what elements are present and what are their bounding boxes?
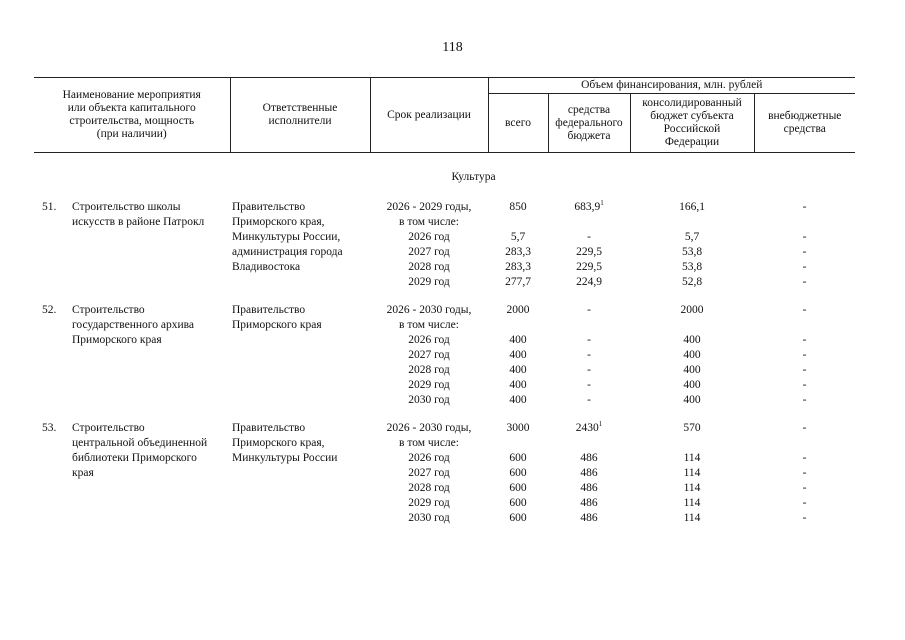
row-total: 2000 400 400 400 400 400 bbox=[506, 304, 530, 406]
row-spacer bbox=[34, 408, 855, 421]
row-federal: 2430$^1$ 486 486 486 486 486 bbox=[575, 420, 603, 524]
table-row bbox=[34, 303, 855, 408]
row-extra: - - - - - bbox=[802, 201, 807, 288]
row-executors: Правительство Приморского края, Минкультуры России bbox=[232, 422, 338, 464]
row-period: 2026 - 2030 годы, в том числе: 2026 год 2027 год 2028 год 2029 год 2030 год bbox=[386, 422, 472, 524]
row-federal: 683,9$^1$ - 229,5 229,5 224,9 bbox=[574, 199, 604, 288]
row-number: 51. bbox=[42, 201, 57, 213]
row-total: 3000 600 600 600 600 600 bbox=[506, 422, 530, 524]
row-executors: Правительство Приморского края, Минкультуры России, администрация города Владивостока bbox=[232, 201, 343, 273]
row-federal: - - - - - - bbox=[587, 304, 591, 406]
row-name: Строительство школы искусств в районе Патрокл bbox=[72, 201, 205, 228]
row-name: Строительство центральной объединенной библиотеки Приморского края bbox=[72, 422, 208, 479]
row-spacer-cell bbox=[34, 408, 855, 421]
row-total: 850 5,7 283,3 283,3 277,7 bbox=[505, 201, 531, 288]
header-federal: средства федерального бюджета bbox=[548, 94, 630, 153]
row-number: 53. bbox=[42, 422, 57, 434]
row-extra: - - - - - - bbox=[802, 422, 807, 524]
row-name-cell bbox=[34, 303, 230, 408]
table-row bbox=[34, 200, 855, 290]
header-name: Наименование мероприятия или объекта капитального строительства, мощность (при наличии) bbox=[34, 78, 230, 153]
row-number: 52. bbox=[42, 304, 57, 316]
row-regional: 2000 400 400 400 400 400 bbox=[680, 304, 704, 406]
row-name-cell bbox=[34, 200, 230, 290]
header-total: всего bbox=[488, 94, 548, 153]
row-name: Строительство государственного архива Приморского края bbox=[72, 304, 195, 346]
row-period: 2026 - 2029 годы, в том числе: 2026 год 2027 год 2028 год 2029 год bbox=[386, 201, 472, 288]
row-name-cell bbox=[34, 421, 230, 526]
header-regional: консолидированный бюджет субъекта Российской Федерации bbox=[630, 94, 754, 153]
header-period: Срок реализации bbox=[370, 78, 488, 153]
row-executors: Правительство Приморского края bbox=[232, 304, 322, 331]
table-row bbox=[34, 421, 855, 526]
row-spacer-cell bbox=[34, 290, 855, 303]
page-number: 118 bbox=[442, 40, 463, 55]
row-regional: 570 114 114 114 114 114 bbox=[683, 422, 701, 524]
section-title: Культура bbox=[451, 171, 496, 183]
header-financing: Объем финансирования, млн. рублей bbox=[488, 78, 855, 94]
table-body bbox=[34, 153, 855, 527]
row-extra: - - - - - - bbox=[802, 304, 807, 406]
financing-table bbox=[34, 77, 855, 526]
row-period: 2026 - 2030 годы, в том числе: 2026 год 2027 год 2028 год 2029 год 2030 год bbox=[386, 304, 472, 406]
header-executors: Ответственные исполнители bbox=[230, 78, 370, 153]
row-regional: 166,1 5,7 53,8 53,8 52,8 bbox=[679, 201, 705, 288]
header-extra: внебюджетные средства bbox=[754, 94, 855, 153]
row-spacer bbox=[34, 290, 855, 303]
